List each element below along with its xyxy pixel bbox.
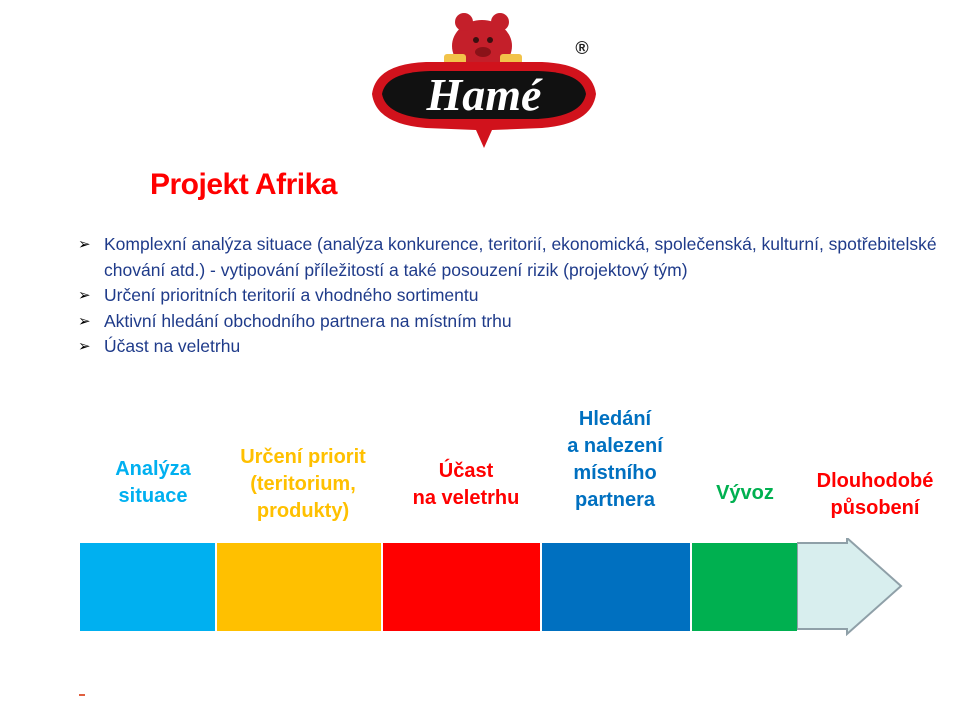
- registered-mark: ®: [575, 38, 589, 58]
- arrowhead-bullet-icon: ➢: [78, 338, 91, 355]
- step-label-export: Vývoz: [716, 482, 774, 504]
- step-block-analysis: [80, 543, 215, 631]
- step-label-long-term: Dlouhodobé působení: [816, 470, 934, 519]
- arrowhead-bullet-icon: ➢: [78, 312, 91, 330]
- step-label-fair: Účast na veletrhu: [412, 460, 520, 509]
- step-label-priorities: Určení priorit (teritorium, produkty): [240, 446, 366, 522]
- bullet-text: Určení prioritních teritorií a vhodného sortimentu: [104, 285, 479, 305]
- bullet-list: [78, 232, 938, 360]
- arrowhead-bullet-icon: ➢: [78, 236, 91, 253]
- step-label-analysis: Analýza situace: [115, 458, 191, 507]
- hame-logo: [366, 2, 602, 152]
- step-block-partner: [542, 543, 690, 631]
- bullet-text: Aktivní hledání obchodního partnera na místním trhu: [104, 310, 512, 331]
- arrowhead-bullet-icon: ➢: [78, 287, 91, 304]
- bullet-text: Komplexní analýza situace (analýza konkurence, teritorií, ekonomická, společenská, kulturní, spotřebitelské chování atd.) - vytipování příležitostí a také posouzení rizik (projektový tým): [104, 234, 937, 280]
- bullet-item: [78, 283, 938, 309]
- step-block-fair: [383, 543, 540, 631]
- logo-wordmark: Hamé: [426, 69, 542, 120]
- step-label-partner: Hledání a nalezení místního partnera: [567, 408, 663, 511]
- footer-mark: [79, 694, 85, 696]
- step-arrow-long-term: [797, 538, 907, 636]
- bullet-item: [78, 232, 938, 283]
- bullet-text: Účast na veletrhu: [104, 336, 241, 356]
- bullet-item: [78, 309, 938, 335]
- step-block-priorities: [217, 543, 381, 631]
- bullet-item: [78, 334, 938, 360]
- step-block-export: [692, 543, 797, 631]
- slide-title: Projekt Afrika: [150, 168, 337, 201]
